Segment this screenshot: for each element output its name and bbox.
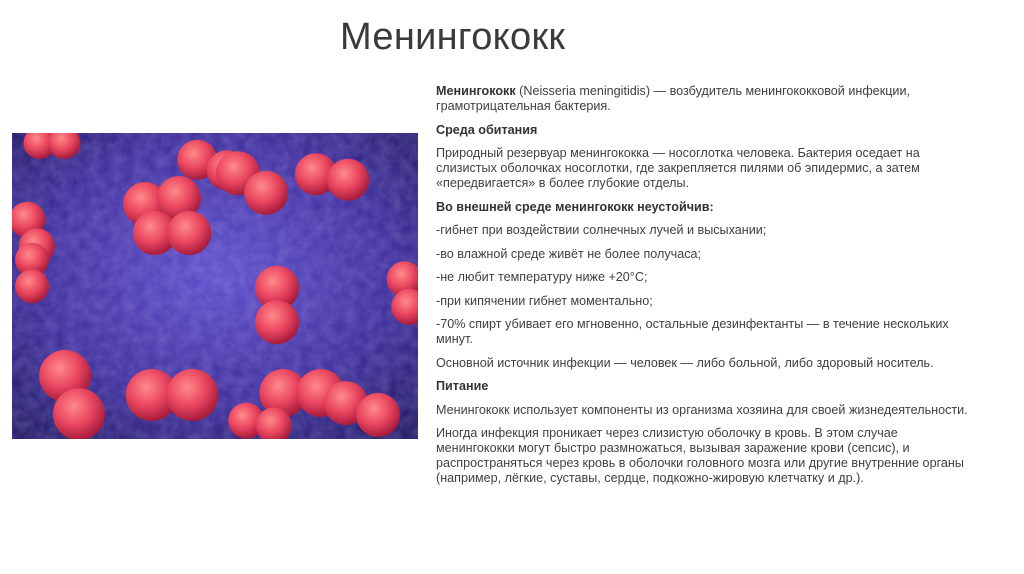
intro-term: Менингококк <box>436 84 516 98</box>
article-text <box>436 84 976 495</box>
bacterium-cell <box>53 388 105 439</box>
stability-item: -во влажной среде живёт не более получаса; <box>436 246 702 261</box>
stability-item: -не любит температуру ниже +20°C; <box>436 270 648 284</box>
bacterium-cell <box>166 369 218 421</box>
stability-item: -при кипячении гибнет моментально; <box>436 293 653 308</box>
bacterium-cell <box>15 269 49 303</box>
habitat-paragraph: Природный резервуар менингококка — носоглотка человека. Бактерия оседает на слизистых оболочках носоглотки, где закрепляется пилями об эпидермис, а затем «передвигается» в более глубокие отделы. <box>436 146 920 190</box>
stability-item: -70% спирт убивает его мгновенно, остальные дезинфектанты — в течение нескольких минут. <box>436 317 949 346</box>
habitat-heading: Среда обитания <box>436 122 538 137</box>
stability-heading: Во внешней среде менингококк неустойчив: <box>436 199 714 214</box>
source-paragraph: Основной источник инфекции — человек — либо больной, либо здоровый носитель. <box>436 355 934 370</box>
bacterium-cell <box>327 159 369 201</box>
nutrition-heading: Питание <box>436 379 489 393</box>
bacterium-cell <box>244 171 288 215</box>
bacteria-micrograph-image <box>12 133 418 439</box>
intro-paragraph <box>436 84 976 114</box>
bacterium-cell <box>255 300 299 344</box>
nutrition-paragraph: Менингококк использует компоненты из организма хозяина для своей жизнедеятельности. <box>436 402 968 417</box>
bacterium-cell <box>167 211 211 255</box>
bacterium-cell <box>356 393 400 437</box>
slide-title: Менингококк <box>340 16 566 58</box>
stability-item: -гибнет при воздействии солнечных лучей и высыхании; <box>436 223 767 237</box>
nutrition-paragraph: Иногда инфекция проникает через слизистую оболочку в кровь. В этом случае менингококки могут быстро размножаться, вызывая заражение крови (сепсис), и распространяться через кровь в оболочки головного мозга или другие внутренние органы (например, лёгкие, суставы, сердце, подкожно-жировую клетчатку и др.). <box>436 426 964 485</box>
intro-text: (Neisseria meningitidis) — возбудитель менингококковой инфекции, грамотрицательная бактерия. <box>436 84 910 113</box>
